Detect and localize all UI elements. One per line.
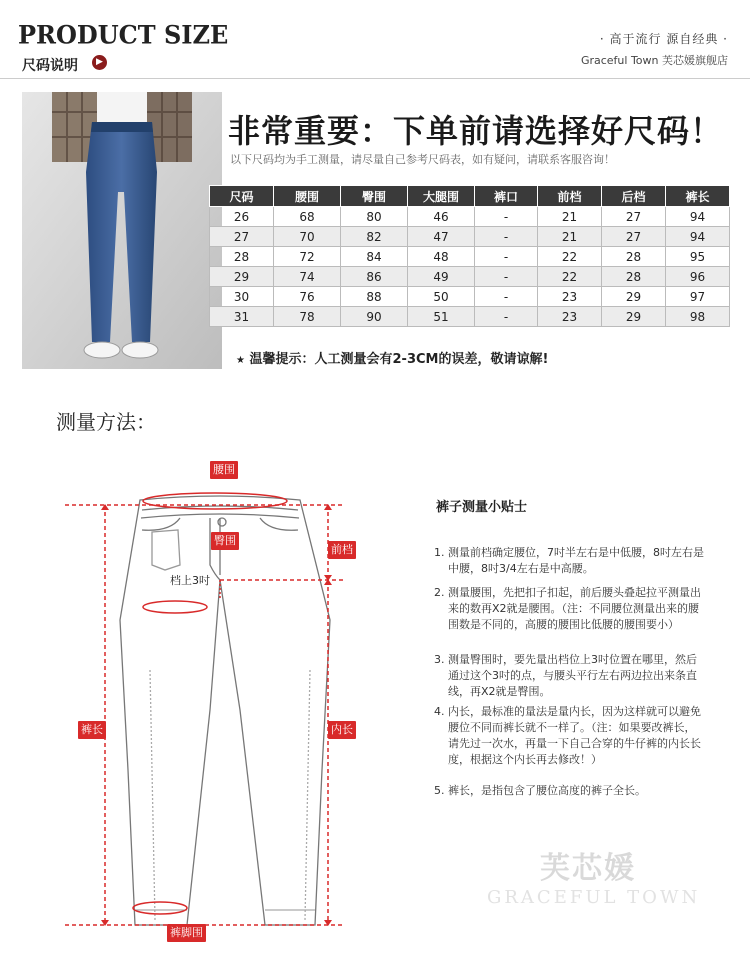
tip-item	[434, 545, 704, 577]
size-table	[209, 185, 730, 327]
table-row	[210, 227, 730, 247]
table-cell: -	[475, 247, 538, 267]
table-row	[210, 287, 730, 307]
col-front-rise: 前档	[538, 186, 602, 207]
col-leg-opening: 裤口	[475, 186, 538, 207]
table-cell: 76	[274, 287, 341, 307]
table-cell: 28	[602, 267, 666, 287]
label-crotch-note: 档上3吋	[170, 574, 210, 587]
table-cell: 29	[602, 307, 666, 327]
tip-text: 裤长，是指包含了腰位高度的裤子全长。	[448, 784, 646, 797]
store-name: Graceful Town 芙芯媛旗舰店	[580, 54, 728, 67]
table-cell: 31	[210, 307, 274, 327]
table-cell: 74	[274, 267, 341, 287]
play-icon: ▶	[92, 55, 107, 70]
table-cell: 22	[538, 267, 602, 287]
table-row	[210, 267, 730, 287]
table-cell: 28	[210, 247, 274, 267]
tip-item	[434, 783, 704, 799]
tip-item	[434, 585, 704, 633]
table-cell: 95	[666, 247, 730, 267]
table-cell: 84	[341, 247, 408, 267]
tip-item	[434, 704, 704, 768]
table-row	[210, 307, 730, 327]
headline: 非常重要：下单前请选择好尺码！	[228, 112, 724, 150]
table-cell: 94	[666, 207, 730, 227]
table-cell: 21	[538, 207, 602, 227]
table-cell: -	[475, 287, 538, 307]
label-length: 裤长	[78, 721, 106, 739]
table-cell: 21	[538, 227, 602, 247]
label-inseam: 内长	[328, 721, 356, 739]
table-cell: 29	[602, 287, 666, 307]
table-row	[210, 247, 730, 267]
table-cell: 27	[602, 227, 666, 247]
col-length: 裤长	[666, 186, 730, 207]
table-cell: 72	[274, 247, 341, 267]
table-cell: 70	[274, 227, 341, 247]
table-cell: -	[475, 267, 538, 287]
tip-number: 5.	[434, 784, 445, 797]
method-title: 测量方法：	[56, 410, 156, 434]
table-cell: 30	[210, 287, 274, 307]
watermark-en: GRACEFUL TOWN	[487, 887, 701, 908]
tip-number: 2.	[434, 586, 445, 599]
header-divider	[0, 78, 750, 79]
col-size: 尺码	[210, 186, 274, 207]
tip-number: 4.	[434, 705, 445, 718]
table-cell: -	[475, 207, 538, 227]
table-cell: 82	[341, 227, 408, 247]
tip-text: 测量前档确定腰位，7吋半左右是中低腰，8吋左右是中腰，8吋3/4左右是中高腰。	[448, 546, 704, 575]
table-cell: 23	[538, 287, 602, 307]
table-cell: 49	[408, 267, 475, 287]
table-cell: 48	[408, 247, 475, 267]
col-hip: 臀围	[341, 186, 408, 207]
label-leg-opening: 裤脚围	[167, 924, 206, 942]
table-cell: 96	[666, 267, 730, 287]
product-photo	[22, 92, 222, 369]
table-cell: 50	[408, 287, 475, 307]
table-cell: 27	[602, 207, 666, 227]
table-cell: 78	[274, 307, 341, 327]
table-cell: 22	[538, 247, 602, 267]
label-waist: 腰围	[210, 461, 238, 479]
measurement-note: 以下尺码均为手工测量，请尽量自己参考尺码表，如有疑问，请联系客服咨询！	[230, 153, 615, 166]
table-cell: 98	[666, 307, 730, 327]
table-cell: 80	[341, 207, 408, 227]
warm-tip-text: 温馨提示：人工测量会有2-3CM的误差，敬请谅解!	[249, 352, 549, 367]
tagline: · 高于流行 源自经典 ·	[599, 32, 728, 46]
tip-number: 3.	[434, 653, 445, 666]
table-cell: -	[475, 227, 538, 247]
table-cell: 46	[408, 207, 475, 227]
col-thigh: 大腿围	[408, 186, 475, 207]
table-cell: -	[475, 307, 538, 327]
tip-text: 内长，最标准的量法是量内长，因为这样就可以避免腰位不同而裤长就不一样了。（注：如果要改裤长，请先过一次水，再量一下自己合穿的牛仔裤的内长长度，根据这个内长再去修改！）	[448, 705, 701, 766]
tip-text: 测量臀围时，要先量出档位上3吋位置在哪里，然后通过这个3吋的点，与腰头平行左右两边拉出来条直线，再X2就是臀围。	[448, 653, 697, 698]
table-cell: 68	[274, 207, 341, 227]
table-cell: 86	[341, 267, 408, 287]
table-cell: 90	[341, 307, 408, 327]
label-front-rise: 前档	[328, 541, 356, 559]
table-cell: 51	[408, 307, 475, 327]
table-cell: 28	[602, 247, 666, 267]
table-cell: 27	[210, 227, 274, 247]
col-back-rise: 后档	[602, 186, 666, 207]
page-title: PRODUCT SIZE	[18, 19, 229, 50]
table-header-row	[210, 186, 730, 207]
table-row	[210, 207, 730, 227]
tips-title: 裤子测量小贴士	[436, 500, 528, 515]
warm-tip: ★ 温馨提示：人工测量会有2-3CM的误差，敬请谅解!	[236, 352, 549, 367]
table-cell: 47	[408, 227, 475, 247]
table-cell: 23	[538, 307, 602, 327]
table-cell: 94	[666, 227, 730, 247]
tip-item	[434, 652, 704, 700]
label-hip: 臀围	[211, 532, 239, 550]
table-cell: 29	[210, 267, 274, 287]
table-cell: 26	[210, 207, 274, 227]
tip-text: 测量腰围，先把扣子扣起，前后腰头叠起拉平测量出来的数再X2就是腰围。（注：不同腰位测量出来的腰围数是不同的，高腰的腰围比低腰的腰围要小）	[448, 586, 701, 631]
page-subtitle: 尺码说明	[22, 58, 78, 74]
table-cell: 97	[666, 287, 730, 307]
col-waist: 腰围	[274, 186, 341, 207]
tip-number: 1.	[434, 546, 445, 559]
watermark-cn: 芙芯媛	[540, 851, 636, 886]
table-cell: 88	[341, 287, 408, 307]
